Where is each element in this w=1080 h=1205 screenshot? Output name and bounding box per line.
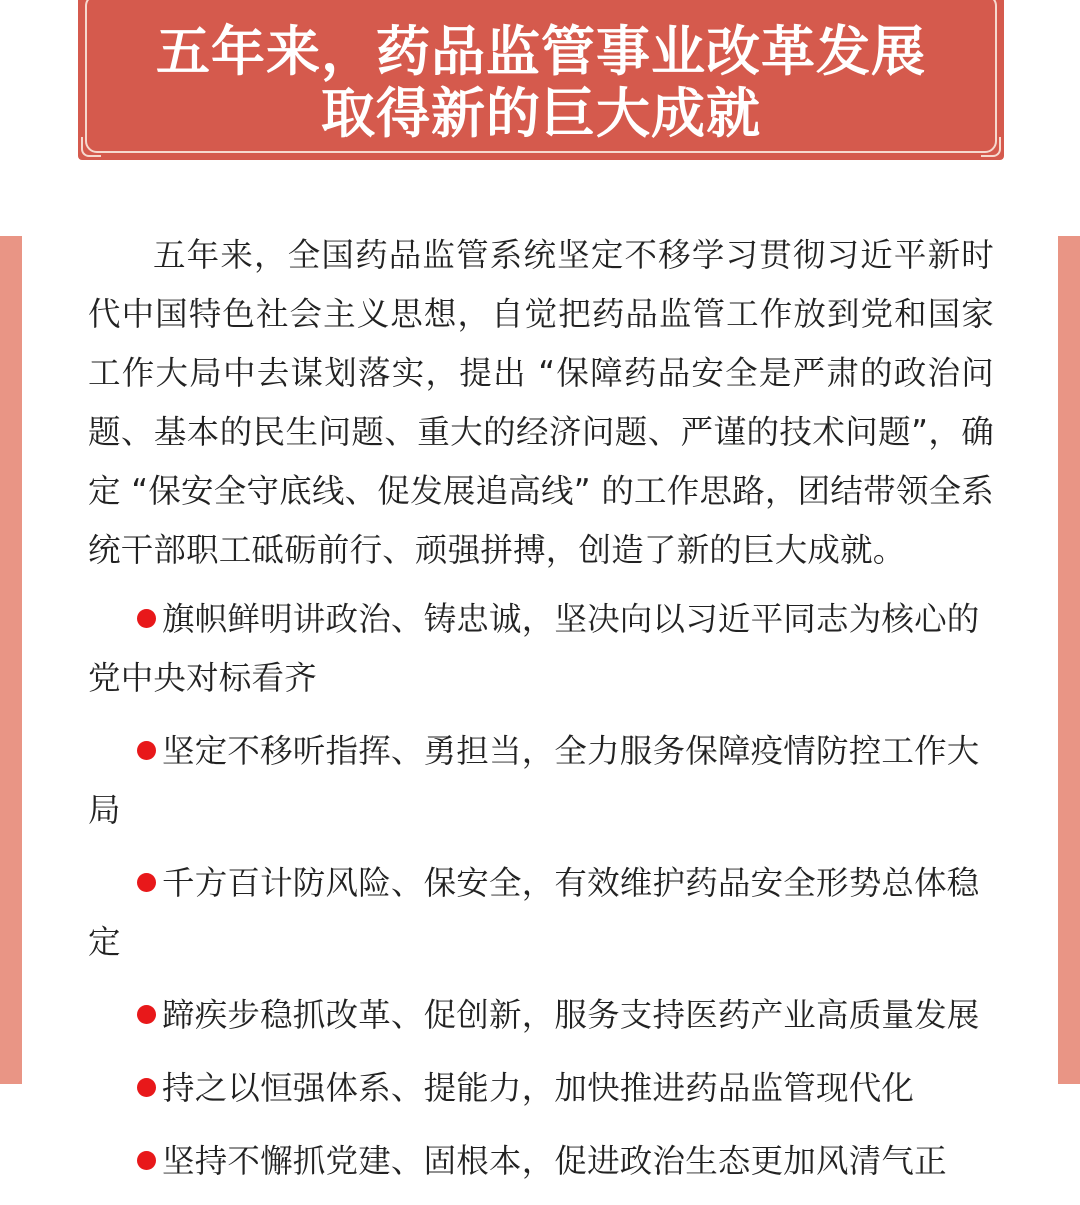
list-item-text: 坚定不移听指挥、勇担当，全力服务保障疫情防控工作大局 [88,732,980,829]
list-item-text: 持之以恒强体系、提能力，加快推进药品监管现代化 [162,1069,915,1107]
right-decorative-bar [1058,236,1080,1084]
achievement-list [88,590,994,1205]
page-title-line-1: 五年来，药品监管事业改革发展 [156,20,926,83]
bullet-dot-icon [137,609,156,628]
list-item [88,854,994,972]
list-item-text: 千方百计防风险、保安全，有效维护药品安全形势总体稳定 [88,864,980,961]
list-item [88,986,994,1045]
bullet-dot-icon [137,873,156,892]
title-banner [78,0,1004,160]
list-item-text: 蹄疾步稳抓改革、促创新，服务支持医药产业高质量发展 [162,996,980,1034]
bullet-dot-icon [137,1151,156,1170]
list-item [88,1059,994,1118]
list-item-text: 坚持不懈抓党建、固根本，促进政治生态更加风清气正 [162,1142,947,1180]
list-item [88,590,994,708]
bullet-dot-icon [137,1005,156,1024]
list-item [88,722,994,840]
list-item-text: 旗帜鲜明讲政治、铸忠诚，坚决向以习近平同志为核心的党中央对标看齐 [88,600,980,697]
intro-paragraph: 五年来，全国药品监管系统坚定不移学习贯彻习近平新时代中国特色社会主义思想，自觉把药品监管工作放到党和国家工作大局中去谋划落实，提出 “保障药品安全是严肃的政治问题、基本的民生问题、重大的经济问题、严谨的技术问题”，确定 “保安全守底线、促发展追高线” 的工作思路，团结带领全系统干部职工砥砺前行、顽强拼搏，创造了新的巨大成就。 [88,236,994,569]
bullet-dot-icon [137,741,156,760]
left-decorative-bar [0,236,22,1084]
page-title-line-2: 取得新的巨大成就 [321,82,761,145]
list-item [88,1132,994,1191]
bullet-dot-icon [137,1078,156,1097]
